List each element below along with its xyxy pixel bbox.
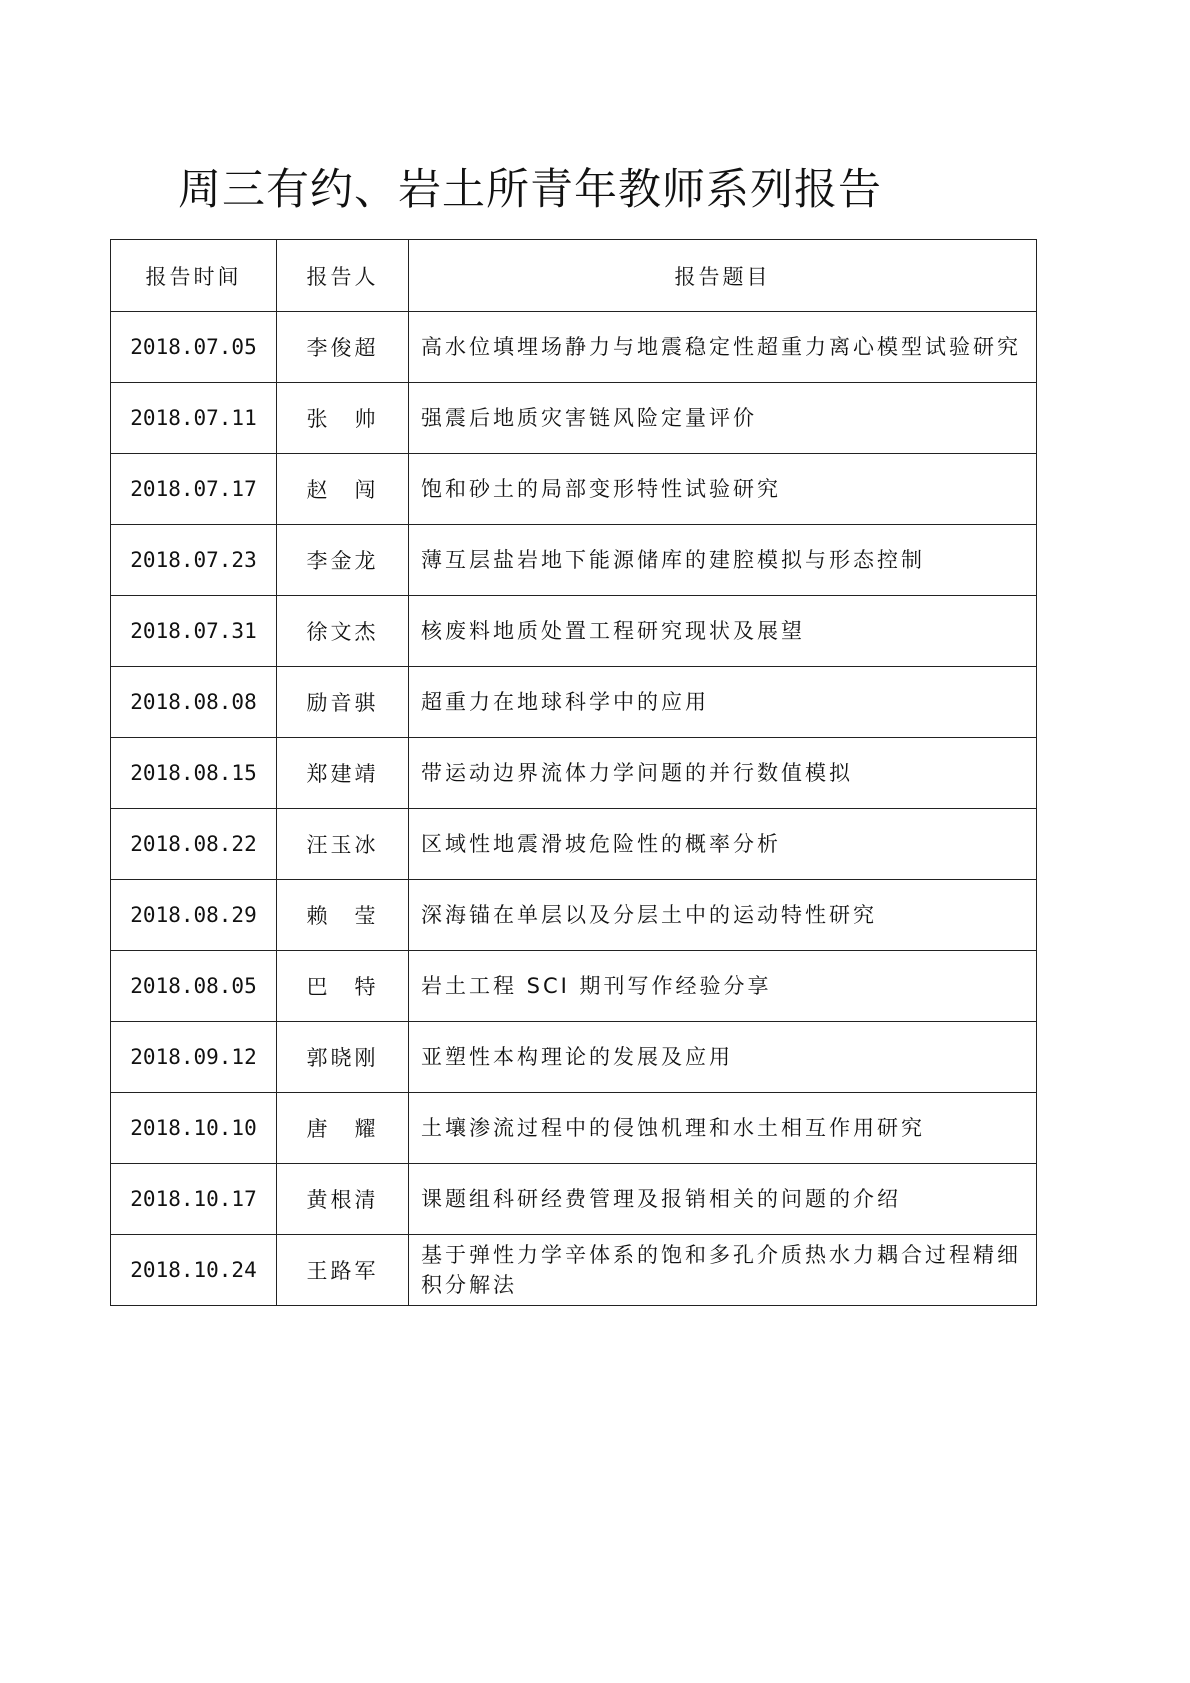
report-date: 2018.07.23 (111, 525, 277, 596)
report-speaker: 赵 闯 (277, 454, 409, 525)
report-date: 2018.07.05 (111, 312, 277, 383)
report-topic: 课题组科研经费管理及报销相关的问题的介绍 (409, 1164, 1037, 1235)
report-topic: 区域性地震滑坡危险性的概率分析 (409, 809, 1037, 880)
report-topic: 土壤渗流过程中的侵蚀机理和水土相互作用研究 (409, 1093, 1037, 1164)
report-speaker: 赖 莹 (277, 880, 409, 951)
report-topic: 亚塑性本构理论的发展及应用 (409, 1022, 1037, 1093)
table-row (111, 1022, 1037, 1093)
report-date: 2018.10.17 (111, 1164, 277, 1235)
page-title: 周三有约、岩土所青年教师系列报告 (178, 165, 882, 215)
header-date: 报告时间 (111, 240, 277, 312)
table-row (111, 454, 1037, 525)
report-date: 2018.08.22 (111, 809, 277, 880)
report-topic: 饱和砂土的局部变形特性试验研究 (409, 454, 1037, 525)
report-date: 2018.08.29 (111, 880, 277, 951)
report-speaker: 李俊超 (277, 312, 409, 383)
report-speaker: 徐文杰 (277, 596, 409, 667)
report-speaker: 黄根清 (277, 1164, 409, 1235)
table-row (111, 312, 1037, 383)
table-row (111, 383, 1037, 454)
report-speaker: 汪玉冰 (277, 809, 409, 880)
report-date: 2018.07.17 (111, 454, 277, 525)
report-speaker: 唐 耀 (277, 1093, 409, 1164)
report-topic: 岩土工程 SCI 期刊写作经验分享 (409, 951, 1037, 1022)
table-row (111, 1093, 1037, 1164)
report-date: 2018.08.05 (111, 951, 277, 1022)
report-speaker: 励音骐 (277, 667, 409, 738)
table-row (111, 1235, 1037, 1306)
report-date: 2018.07.31 (111, 596, 277, 667)
report-topic: 超重力在地球科学中的应用 (409, 667, 1037, 738)
table-row (111, 738, 1037, 809)
table-row (111, 667, 1037, 738)
header-speaker: 报告人 (277, 240, 409, 312)
report-schedule-table (110, 239, 1037, 1306)
report-speaker: 王路军 (277, 1235, 409, 1306)
report-date: 2018.10.24 (111, 1235, 277, 1306)
report-topic: 带运动边界流体力学问题的并行数值模拟 (409, 738, 1037, 809)
table-row (111, 525, 1037, 596)
report-speaker: 郭晓刚 (277, 1022, 409, 1093)
report-topic: 薄互层盐岩地下能源储库的建腔模拟与形态控制 (409, 525, 1037, 596)
report-date: 2018.08.15 (111, 738, 277, 809)
table-row (111, 809, 1037, 880)
report-topic: 强震后地质灾害链风险定量评价 (409, 383, 1037, 454)
report-topic: 基于弹性力学辛体系的饱和多孔介质热水力耦合过程精细积分解法 (409, 1235, 1037, 1306)
table-row (111, 951, 1037, 1022)
header-topic: 报告题目 (409, 240, 1037, 312)
report-speaker: 郑建靖 (277, 738, 409, 809)
report-topic: 深海锚在单层以及分层土中的运动特性研究 (409, 880, 1037, 951)
report-date: 2018.09.12 (111, 1022, 277, 1093)
report-date: 2018.08.08 (111, 667, 277, 738)
report-speaker: 巴 特 (277, 951, 409, 1022)
table-header-row (111, 240, 1037, 312)
table-row (111, 1164, 1037, 1235)
report-speaker: 李金龙 (277, 525, 409, 596)
report-speaker: 张 帅 (277, 383, 409, 454)
report-topic: 核废料地质处置工程研究现状及展望 (409, 596, 1037, 667)
table-row (111, 880, 1037, 951)
table-row (111, 596, 1037, 667)
report-date: 2018.07.11 (111, 383, 277, 454)
report-topic: 高水位填埋场静力与地震稳定性超重力离心模型试验研究 (409, 312, 1037, 383)
report-date: 2018.10.10 (111, 1093, 277, 1164)
